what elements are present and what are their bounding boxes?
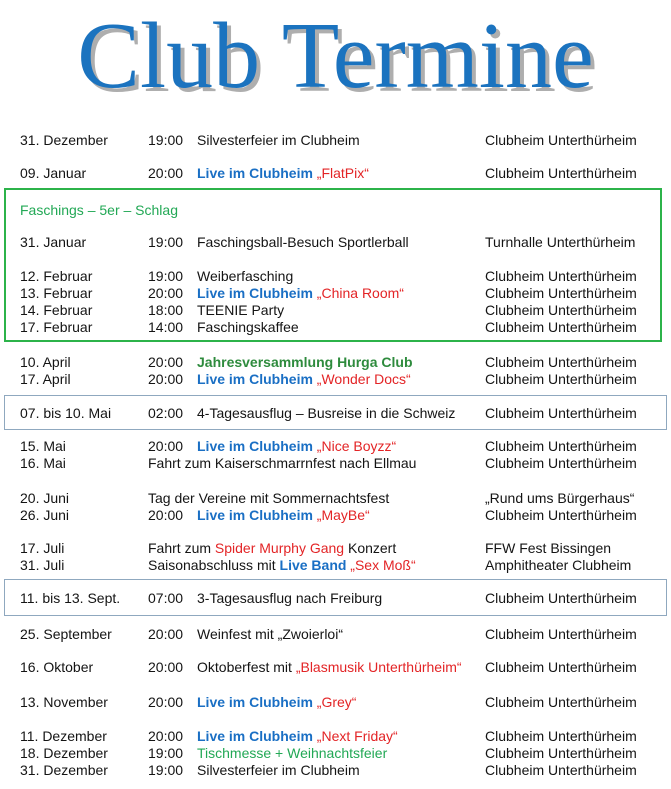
event-location: Clubheim Unterthürheim [485,354,637,370]
event-time: 20:00 [148,354,184,370]
event-location: Clubheim Unterthürheim [485,371,637,387]
live-im-clubheim-label: Live im Clubheim [197,694,313,710]
trip-highlight-box [4,579,667,616]
event-date: 17. Juli [20,540,65,556]
event-date: 13. November [20,694,108,710]
page-title: Club Termine [77,4,594,108]
event-time: 20:00 [148,626,184,642]
event-location: Clubheim Unterthürheim [485,268,637,284]
event-time: 20:00 [148,165,184,181]
live-im-clubheim-label: Live im Clubheim [197,728,313,744]
event-row [0,626,671,643]
event-row [0,659,671,676]
event-description: 4-Tagesausflug – Busreise in die Schweiz [197,405,456,421]
desc-text: Oktoberfest mit [197,659,296,675]
event-date: 17. April [20,371,71,387]
event-location: Clubheim Unterthürheim [485,438,637,454]
desc-text: Konzert [344,540,397,556]
event-description [197,694,485,711]
event-time: 07:00 [148,590,184,606]
event-date: 20. Juni [20,490,70,506]
fasching-section-box [4,188,662,342]
band-name: „Blasmusik Unterthürheim“ [295,659,462,675]
event-location: Clubheim Unterthürheim [485,165,637,181]
event-location: Clubheim Unterthürheim [485,762,637,778]
event-location: Clubheim Unterthürheim [485,590,637,606]
event-date: 11. bis 13. Sept. [20,590,121,606]
event-description [197,371,485,388]
event-row [0,540,671,557]
event-row [0,745,671,762]
event-date: 09. Januar [20,165,87,181]
event-row [6,234,660,251]
event-date: 26. Juni [20,507,70,523]
event-description [197,659,485,676]
event-location: Clubheim Unterthürheim [485,507,637,523]
event-description: Faschingsball-Besuch Sportlerball [197,234,409,250]
fasching-section-header: Faschings – 5er – Schlag [20,202,178,218]
event-date: 10. April [20,354,71,370]
band-name: „MayBe“ [312,507,370,523]
event-location: Clubheim Unterthürheim [485,302,637,318]
event-date: 31. Januar [20,234,87,250]
event-date: 07. bis 10. Mai [20,405,112,421]
event-date: 16. Mai [20,455,66,471]
event-time: 20:00 [148,728,184,744]
band-name: „FlatPix“ [312,165,369,181]
event-row [0,490,671,507]
event-description [148,557,485,574]
event-date: 15. Mai [20,438,66,454]
event-time: 19:00 [148,234,184,250]
live-im-clubheim-label: Live im Clubheim [197,165,313,181]
live-im-clubheim-label: Live im Clubheim [197,371,313,387]
event-date: 16. Oktober [20,659,94,675]
event-row [0,455,671,472]
desc-text: Saisonabschluss mit [148,557,280,573]
event-time: 19:00 [148,268,184,284]
event-location: Clubheim Unterthürheim [485,659,637,675]
event-row [5,590,666,607]
event-date: 11. Dezember [20,728,107,744]
event-location: Clubheim Unterthürheim [485,319,637,335]
event-description [197,728,485,745]
band-name: „Wonder Docs“ [312,371,411,387]
event-date: 25. September [20,626,112,642]
event-row [0,728,671,745]
event-row [6,268,660,285]
event-description: Jahresversammlung Hurga Club [197,354,413,370]
event-time: 19:00 [148,762,184,778]
event-row [0,438,671,455]
event-location: „Rund ums Bürgerhaus“ [485,490,635,506]
event-location: FFW Fest Bissingen [485,540,612,556]
event-time: 20:00 [148,507,184,523]
event-row [5,405,666,422]
event-location: Clubheim Unterthürheim [485,405,637,421]
event-location: Clubheim Unterthürheim [485,455,637,471]
event-description: Silvesterfeier im Clubheim [197,762,360,778]
event-location: Amphitheater Clubheim [485,557,632,573]
event-time: 20:00 [148,438,184,454]
event-description [197,507,485,524]
event-time: 19:00 [148,132,184,148]
event-description: Faschingskaffee [197,319,299,335]
event-row [0,354,671,371]
event-time: 20:00 [148,285,184,301]
band-name: „Nice Boyzz“ [312,438,397,454]
event-date: 18. Dezember [20,745,108,761]
event-description: Tag der Vereine mit Sommernachtsfest [148,490,390,506]
event-location: Clubheim Unterthürheim [485,728,637,744]
event-date: 31. Dezember [20,132,108,148]
event-row [0,762,671,779]
event-row [6,302,660,319]
event-description: Fahrt zum Kaiserschmarrnfest nach Ellmau [148,455,417,471]
event-description [148,540,485,557]
event-description: Tischmesse + Weihnachtsfeier [197,745,388,761]
event-date: 13. Februar [20,285,93,301]
band-name: Spider Murphy Gang [214,540,345,556]
live-im-clubheim-label: Live im Clubheim [197,285,313,301]
event-location: Clubheim Unterthürheim [485,285,637,301]
event-row [0,132,671,149]
event-row [0,507,671,524]
live-im-clubheim-label: Live im Clubheim [197,438,313,454]
event-location: Turnhalle Unterthürheim [485,234,636,250]
event-date: 31. Juli [20,557,65,573]
event-row [0,694,671,711]
event-time: 02:00 [148,405,184,421]
trip-highlight-box [4,395,667,430]
band-name: „Next Friday“ [312,728,398,744]
event-location: Clubheim Unterthürheim [485,694,637,710]
event-location: Clubheim Unterthürheim [485,132,637,148]
event-time: 20:00 [148,371,184,387]
event-description [197,285,485,302]
live-im-clubheim-label: Live im Clubheim [197,507,313,523]
band-name: „Sex Moß“ [346,557,416,573]
event-row [0,165,671,182]
event-time: 20:00 [148,659,184,675]
band-name: „Grey“ [312,694,357,710]
event-description: Silvesterfeier im Clubheim [197,132,360,148]
event-date: 12. Februar [20,268,93,284]
event-description: 3-Tagesausflug nach Freiburg [197,590,383,606]
event-description: TEENIE Party [197,302,285,318]
event-date: 17. Februar [20,319,93,335]
event-row [6,285,660,302]
event-time: 14:00 [148,319,184,335]
live-band-label: Live Band [279,557,347,573]
event-row [0,557,671,574]
event-description: Weiberfasching [197,268,294,284]
event-time: 18:00 [148,302,184,318]
event-time: 20:00 [148,694,184,710]
event-location: Clubheim Unterthürheim [485,745,637,761]
event-description: Weinfest mit „Zwoierloi“ [197,626,343,642]
band-name: „China Room“ [312,285,404,301]
event-row [0,371,671,388]
event-date: 14. Februar [20,302,93,318]
event-date: 31. Dezember [20,762,108,778]
desc-text: Fahrt zum [148,540,215,556]
event-description [197,165,485,182]
event-time: 19:00 [148,745,184,761]
event-description [197,438,485,455]
event-location: Clubheim Unterthürheim [485,626,637,642]
event-row [6,319,660,336]
